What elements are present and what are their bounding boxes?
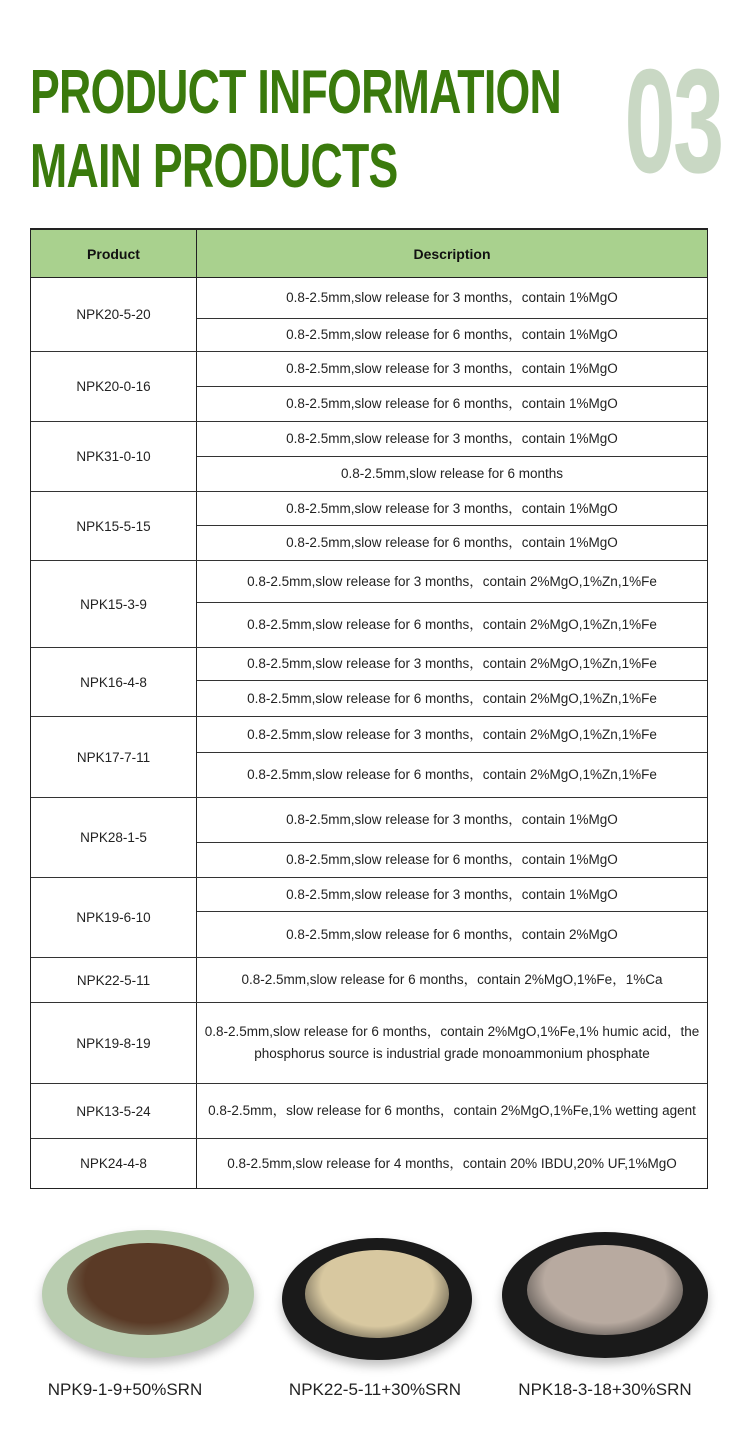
table-body — [31, 278, 707, 1188]
table-row-group — [31, 798, 707, 878]
sample-label: NPK22-5-11+30%SRN — [288, 1380, 462, 1399]
product-description: 0.8-2.5mm,slow release for 3 months，contain 2%MgO,1%Zn,1%Fe — [197, 561, 707, 603]
product-table — [30, 228, 708, 1189]
sample-label: NPK18-3-18+30%SRN — [518, 1380, 692, 1399]
table-row-group — [31, 352, 707, 422]
product-description: 0.8-2.5mm,slow release for 6 months，contain 1%MgO — [286, 327, 618, 342]
fertilizer-granules — [305, 1250, 449, 1338]
product-description: 0.8-2.5mm,slow release for 3 months，contain 1%MgO — [197, 878, 707, 912]
product-name: NPK19-8-19 — [31, 1003, 197, 1083]
product-description: 0.8-2.5mm,slow release for 6 months，contain 2%MgO — [286, 926, 618, 942]
fertilizer-granules — [527, 1245, 684, 1336]
product-description: 0.8-2.5mm，slow release for 6 months，contain 2%MgO,1%Fe,1% wetting agent — [208, 1103, 696, 1118]
product-description: 0.8-2.5mm,slow release for 6 months，contain 2%MgO,1%Zn,1%Fe — [247, 767, 657, 782]
product-description: 0.8-2.5mm,slow release for 6 months，contain 2%MgO,1%Zn,1%Fe — [247, 690, 657, 706]
product-description: 0.8-2.5mm,slow release for 3 months，contain 1%MgO — [197, 278, 707, 319]
table-row-group — [31, 1003, 707, 1084]
product-description: 0.8-2.5mm,slow release for 4 months，contain 20% IBDU,20% UF,1%MgO — [227, 1155, 677, 1171]
product-description: 0.8-2.5mm,slow release for 6 months — [340, 466, 564, 481]
title-main-products: MAIN PRODUCTS — [30, 132, 398, 201]
table-row-group — [31, 278, 707, 352]
table-row-group — [31, 561, 707, 648]
product-name: NPK15-3-9 — [31, 561, 197, 647]
table-row-group — [31, 1139, 707, 1188]
fertilizer-granules — [67, 1243, 228, 1335]
product-name: NPK28-1-5 — [31, 798, 197, 877]
product-name: NPK13-5-24 — [31, 1084, 197, 1138]
product-description: 0.8-2.5mm,slow release for 6 months，contain 1%MgO — [286, 396, 618, 411]
product-description: 0.8-2.5mm,slow release for 3 months，contain 2%MgO,1%Zn,1%Fe — [197, 717, 707, 753]
table-row-group — [31, 648, 707, 717]
product-name: NPK31-0-10 — [31, 422, 197, 491]
table-row-group — [31, 958, 707, 1003]
product-name: NPK20-0-16 — [31, 352, 197, 421]
product-description: 0.8-2.5mm,slow release for 6 months，contain 1%MgO — [286, 852, 618, 867]
section-number: 03 — [624, 39, 722, 204]
product-name: NPK15-5-15 — [31, 492, 197, 560]
product-description: 0.8-2.5mm,slow release for 3 months，contain 2%MgO,1%Zn,1%Fe — [197, 648, 707, 681]
product-name: NPK24-4-8 — [31, 1139, 197, 1188]
product-description: 0.8-2.5mm,slow release for 3 months，contain 1%MgO — [197, 798, 707, 843]
product-description: 0.8-2.5mm,slow release for 3 months，contain 1%MgO — [197, 492, 707, 526]
product-name: NPK22-5-11 — [31, 958, 197, 1002]
product-description: 0.8-2.5mm,slow release for 3 months，contain 1%MgO — [197, 352, 707, 387]
product-description: 0.8-2.5mm,slow release for 3 months，contain 1%MgO — [197, 422, 707, 457]
title-product-information: PRODUCT INFORMATION — [30, 58, 562, 127]
product-name: NPK20-5-20 — [31, 278, 197, 351]
product-name: NPK16-4-8 — [31, 648, 197, 716]
table-row-group — [31, 422, 707, 492]
product-name: NPK19-6-10 — [31, 878, 197, 957]
product-description: 0.8-2.5mm,slow release for 6 months，contain 2%MgO,1%Fe,1% humic acid，the phosphorus source is industrial grade monoammonium phosphate — [204, 1024, 700, 1061]
product-description: 0.8-2.5mm,slow release for 6 months，contain 2%MgO,1%Zn,1%Fe — [247, 617, 657, 632]
product-description: 0.8-2.5mm,slow release for 6 months，contain 1%MgO — [286, 535, 618, 550]
table-row-group — [31, 1084, 707, 1139]
product-description: 0.8-2.5mm,slow release for 6 months，contain 2%MgO,1%Fe，1%Ca — [241, 972, 663, 987]
sample-label: NPK9-1-9+50%SRN — [47, 1380, 203, 1399]
product-name: NPK17-7-11 — [31, 717, 197, 797]
table-header — [31, 230, 707, 278]
table-row-group — [31, 717, 707, 798]
column-header-product: Product — [31, 230, 197, 277]
column-header-description: Description — [413, 245, 491, 262]
table-row-group — [31, 492, 707, 561]
table-row-group — [31, 878, 707, 958]
